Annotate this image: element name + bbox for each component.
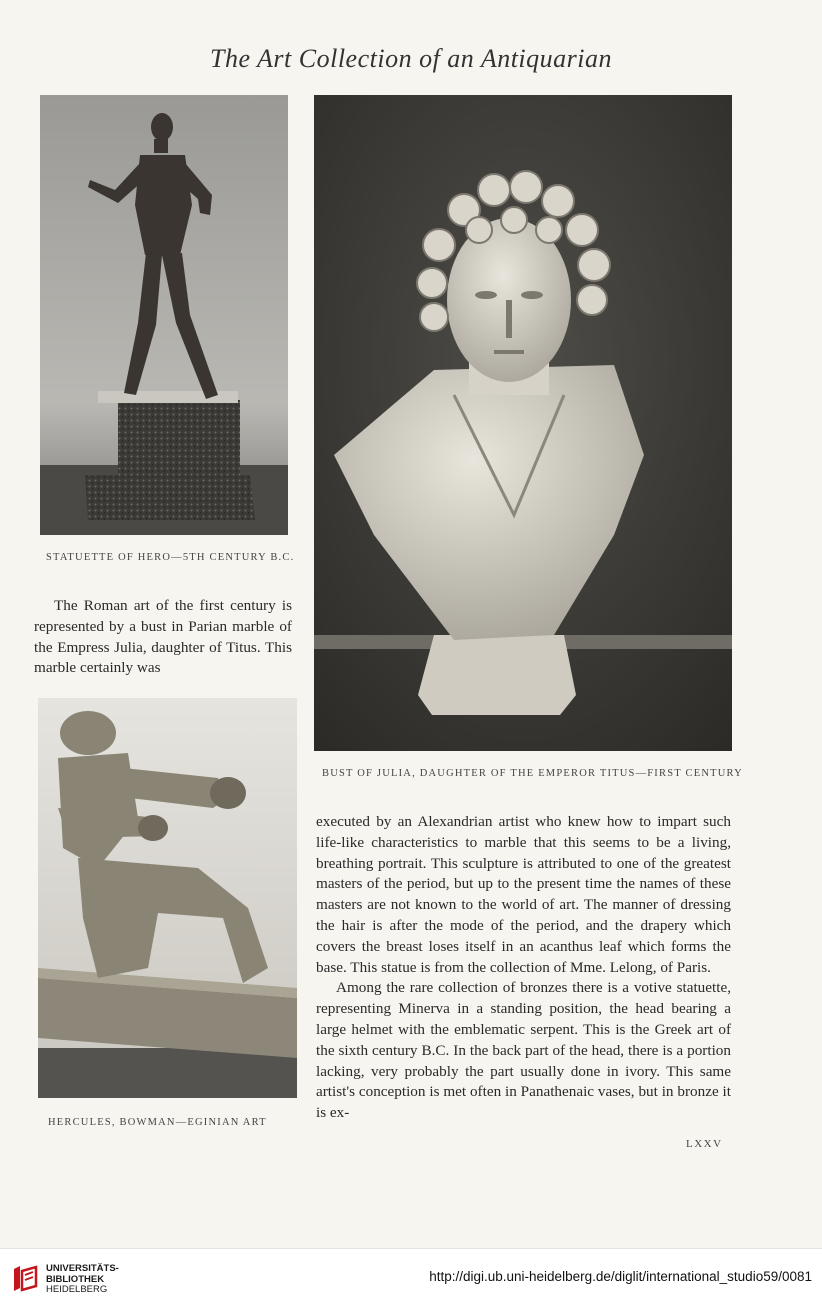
caption-hercules: HERCULES, BOWMAN—EGINIAN ART (48, 1117, 267, 1128)
hero-statuette-image (40, 95, 288, 535)
hercules-bowman-image (38, 698, 297, 1098)
caption-julia: BUST OF JULIA, DAUGHTER OF THE EMPEROR TITUS—FIRST CENTURY (322, 768, 743, 779)
paragraph-minerva-bronze: Among the rare collection of bronzes there is a votive statuette, representing Minerva in a standing position, the head bearing a large helmet with the emblematic serpent. This is the Greek art of the sixth century B.C. In the back part of the head, there is a portion lacking, very probably the part usually done in ivory. This same artist's conception is met often in Panathenaic vases, but in bronze it is ex- (316, 979, 731, 1122)
library-name[interactable] (46, 1264, 119, 1296)
page-folio: LXXV (686, 1138, 723, 1150)
library-name-line3: HEIDELBERG (46, 1284, 108, 1295)
paragraph-julia-description: executed by an Alexandrian artist who knew how to impart such life-like characteristics to marble that this seems to be a living, breathing portrait. This sculpture is attributed to one of the greatest masters of the period, but up to the present time the names of these masters are not known to the world of art. The manner of dressing the hair is after the mode of the period, and the drapery which covers the breast loses itself in an acanthus leaf which forms the base. This statue is from the collection of Mme. Lelong, of Paris. (316, 813, 731, 976)
left-column-text (34, 596, 292, 679)
plate-hero-photo (40, 95, 288, 535)
library-logo-icon[interactable] (10, 1263, 40, 1295)
digital-library-footer (0, 1248, 822, 1310)
plate-julia-photo (314, 95, 732, 751)
source-url-link[interactable]: http://digi.ub.uni-heidelberg.de/diglit/international_studio59/0081 (429, 1269, 812, 1284)
caption-hero: STATUETTE OF HERO—5TH CENTURY B.C. (46, 552, 295, 563)
right-column-text (316, 812, 731, 1124)
library-name-line1: UNIVERSITÄTS- (46, 1263, 119, 1274)
library-name-line2: BIBLIOTHEK (46, 1273, 105, 1285)
plate-hercules-photo (38, 698, 297, 1098)
paragraph-julia-intro: The Roman art of the first century is represented by a bust in Parian marble of the Empress Julia, daughter of Titus. This marble certainly was (34, 597, 292, 677)
running-title: The Art Collection of an Antiquarian (210, 44, 612, 73)
julia-bust-image (314, 95, 732, 751)
